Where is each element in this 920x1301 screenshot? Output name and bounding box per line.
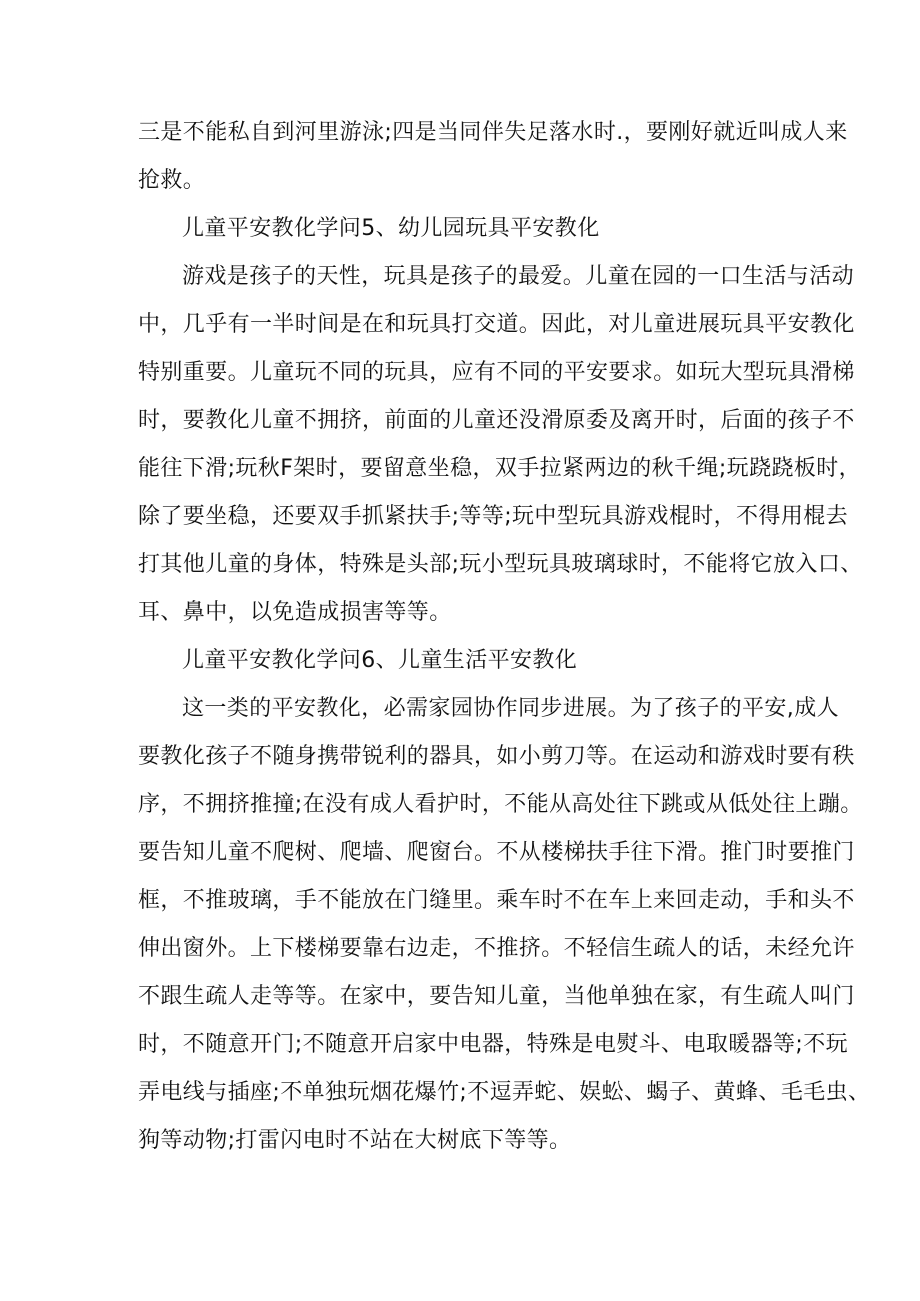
paragraph-line: 弄电线与插座;不单独玩烟花爆竹;不逗弄蛇、娱蚣、蝎子、黄蜂、毛毛虫、 <box>138 1080 871 1105</box>
paragraph-line: 时，不随意开门;不随意开启家中电器，特殊是电熨斗、电取暖器等;不玩 <box>138 1032 849 1057</box>
paragraph-line: 序，不拥挤推撞;在没有成人看护时，不能从高处往下跳或从低处往上蹦。 <box>138 792 863 817</box>
paragraph-line: 中，几乎有一半时间是在和玩具打交道。因此，对儿童进展玩具平安教化 <box>138 312 855 337</box>
paragraph-line: 游戏是孩子的天性，玩具是孩子的最爱。儿童在园的一口生活与活动 <box>182 264 855 289</box>
paragraph-line: 要教化孩子不随身携带锐利的器具，如小剪刀等。在运动和游戏时要有秩 <box>138 744 855 769</box>
paragraph-line: 打其他儿童的身体，特殊是头部;玩小型玩具玻璃球时，不能将它放入口、 <box>138 552 863 577</box>
paragraph-line: 时，要教化儿童不拥挤，前面的儿童还没滑原委及离开时，后面的孩子不 <box>138 408 855 433</box>
paragraph-line: 耳、鼻中，以免造成损害等等。 <box>138 600 452 625</box>
paragraph-line: 能往下滑;玩秋F架时，要留意坐稳，双手拉紧两边的秋千绳;玩跷跷板时， <box>138 456 862 481</box>
paragraph-line: 除了要坐稳，还要双手抓紧扶手;等等;玩中型玩具游戏棍时，不得用棍去 <box>138 504 849 529</box>
paragraph-line: 要告知儿童不爬树、爬墙、爬窗台。不从楼梯扶手往下滑。推门时要推门 <box>138 840 855 865</box>
paragraph-line: 抢救。 <box>138 168 206 193</box>
paragraph-line: 特别重要。儿童玩不同的玩具，应有不同的平安要求。如玩大型玩具滑梯 <box>138 360 855 385</box>
section-heading-5: 儿童平安教化学问5、幼儿园玩具平安教化 <box>182 216 600 241</box>
section-heading-6: 儿童平安教化学问6、儿童生活平安教化 <box>182 648 578 673</box>
paragraph-line: 三是不能私自到河里游泳;四是当同伴失足落水时.，要刚好就近叫成人来 <box>138 120 848 145</box>
paragraph-line: 不跟生疏人走等等。在家中，要告知儿童，当他单独在家，有生疏人叫门 <box>138 984 855 1009</box>
paragraph-line: 这一类的平安教化，必需家园协作同步进展。为了孩子的平安,成人 <box>182 696 839 721</box>
paragraph-line: 狗等动物;打雷闪电时不站在大树底下等等。 <box>138 1128 572 1153</box>
paragraph-line: 框，不推玻璃，手不能放在门缝里。乘车时不在车上来回走动，手和头不 <box>138 888 855 913</box>
paragraph-line: 伸出窗外。上下楼梯要靠右边走，不推挤。不轻信生疏人的话，未经允许 <box>138 936 855 961</box>
